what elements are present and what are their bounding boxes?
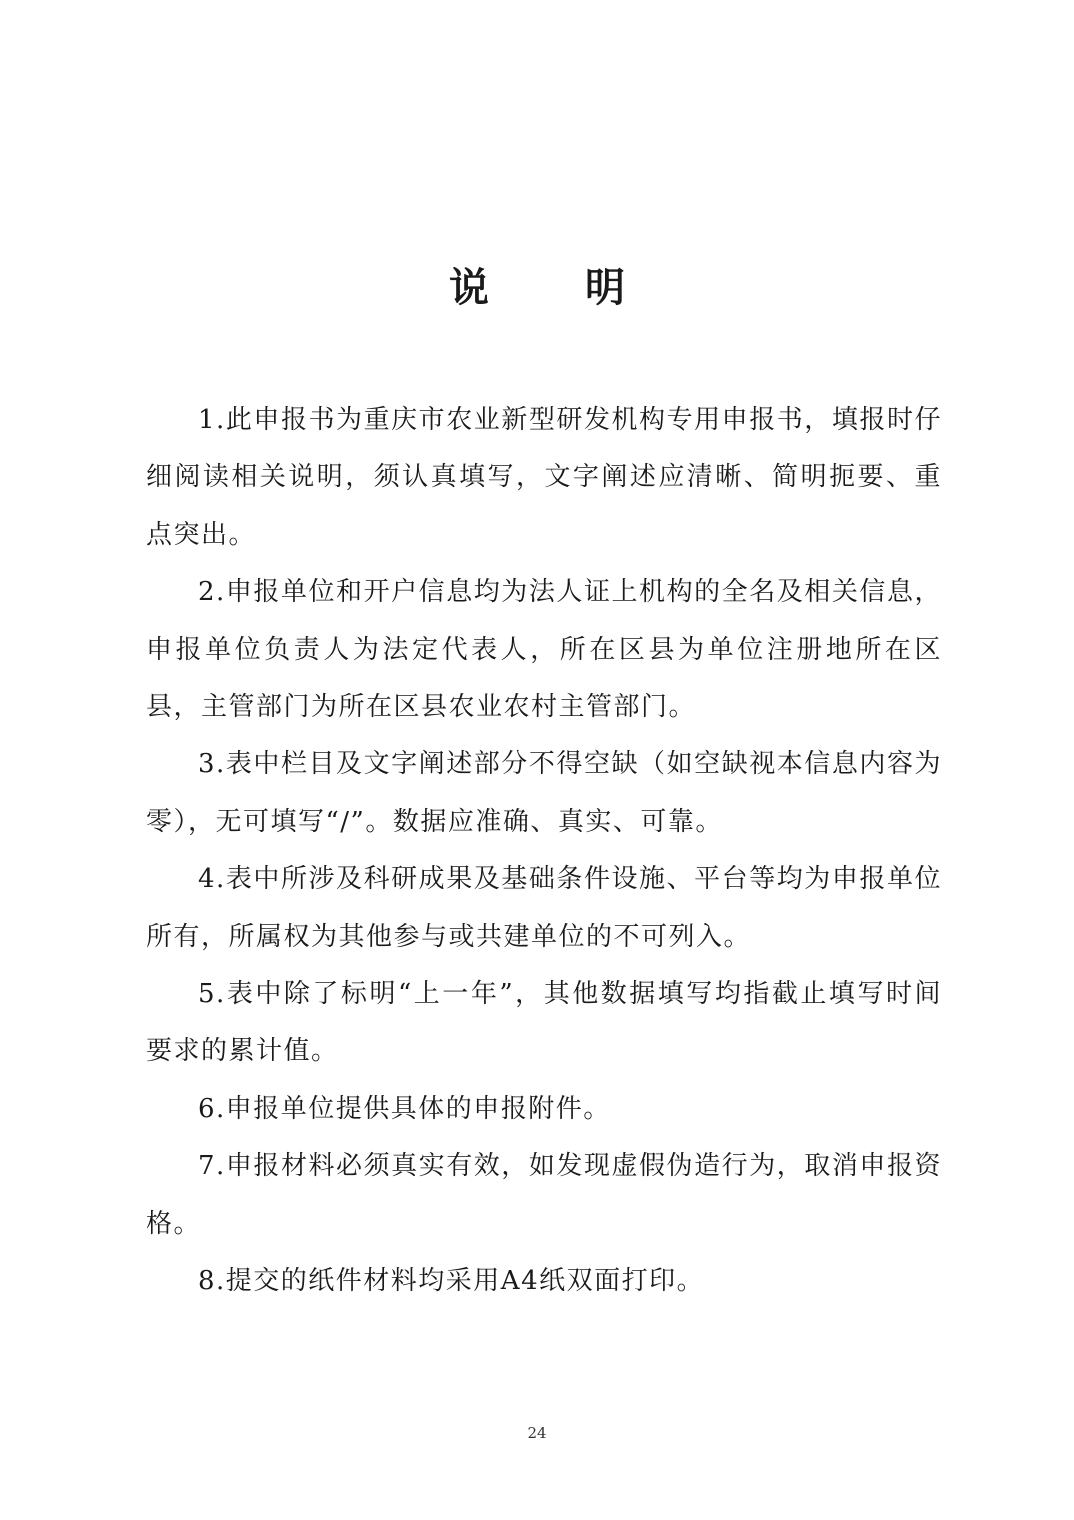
instruction-paragraph-6: 6.申报单位提供具体的申报附件。 — [198, 1093, 611, 1124]
instruction-paragraph-8: 8.提交的纸件材料均采用A4纸双面打印。 — [198, 1266, 705, 1297]
page-number: 24 — [527, 1424, 547, 1442]
page-title — [0, 262, 1074, 314]
instruction-paragraph-4: 4.表中所涉及科研成果及基础条件设施、平台等均为申报单位所有，所属权为其他参与或共建单位的不可列入。 — [146, 864, 942, 952]
instruction-paragraph-5: 5.表中除了标明“上一年”，其他数据填写均指截止填写时间要求的累计值。 — [146, 979, 942, 1067]
title-char-2: 明 — [585, 265, 625, 311]
instruction-paragraph-3: 3.表中栏目及文字阐述部分不得空缺（如空缺视本信息内容为零），无可填写“/”。数据应准确、真实、可靠。 — [146, 749, 942, 837]
title-char-1: 说 — [449, 265, 489, 311]
instruction-paragraph-1: 1.此申报书为重庆市农业新型研发机构专用申报书，填报时仔细阅读相关说明，须认真填写，文字阐述应清晰、简明扼要、重点突出。 — [146, 405, 942, 550]
instructions-body — [146, 392, 942, 1311]
instruction-paragraph-2: 2.申报单位和开户信息均为法人证上机构的全名及相关信息，申报单位负责人为法定代表人，所在区县为单位注册地所在区县，主管部门为所在区县农业农村主管部门。 — [146, 577, 942, 723]
instruction-paragraph-7: 7.申报材料必须真实有效，如发现虚假伪造行为，取消申报资格。 — [146, 1151, 942, 1239]
